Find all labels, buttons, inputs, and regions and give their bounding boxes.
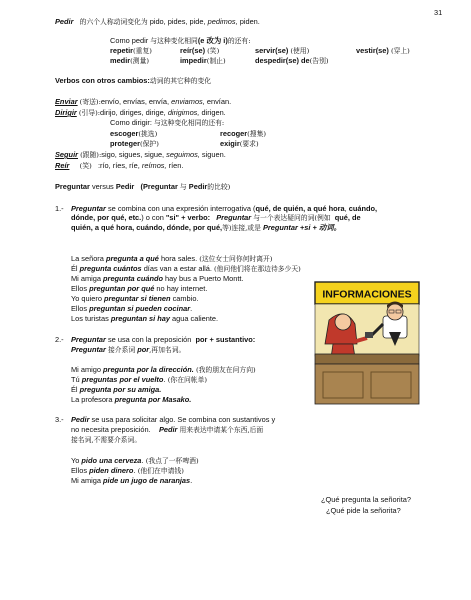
example-bi: preguntas por el vuelto: [81, 375, 164, 384]
section2-number: 2.-: [55, 335, 64, 344]
s1-o-con: ) o con: [141, 213, 164, 222]
example-bi: pido una cerveza: [81, 456, 142, 465]
s1-cuando: cuándo,: [348, 204, 378, 213]
verb-grid-item: [255, 47, 309, 55]
verb-grid2-verb: proteger: [110, 139, 140, 148]
verb-grid-cn: (笑): [207, 47, 220, 55]
example-bi: pregunta a qué: [105, 254, 159, 263]
section2-line2: [71, 346, 185, 354]
section1-line3: [71, 224, 341, 232]
verb-grid-cn: (重复): [133, 47, 152, 55]
como-pedir-cn1: 与这种变化相同: [150, 37, 198, 45]
s2-preguntar: Preguntar: [71, 335, 106, 344]
enviar-forms: envío, envías, envía,: [100, 97, 170, 106]
verb-grid2-item: [220, 130, 266, 138]
s1-text: se combina con una expresión interrogativa (: [107, 204, 256, 213]
example-bi: pregunta cuándo: [103, 274, 163, 283]
reir-forms: :río, ríes, ríe,: [97, 161, 140, 170]
verb-grid-cn: (制止): [206, 57, 226, 65]
como-dirigir-cn: 与这种变化相同的还有:: [153, 119, 225, 127]
pedir-intro: [55, 18, 260, 26]
example-line: [71, 376, 207, 384]
enviar-italic: enviamos,: [171, 97, 205, 106]
example-cn: (这位女士问你何时离开): [199, 255, 273, 263]
pedir-verb: Pedir: [55, 17, 74, 26]
example-bi: preguntan si hay: [110, 314, 170, 323]
example-post: días van a estar allá.: [141, 264, 214, 273]
verb-grid-verb: servir(se): [255, 46, 289, 55]
versus-paren-a: (Preguntar: [140, 182, 178, 191]
example-line: [71, 295, 198, 303]
example-pre: Mi amiga: [71, 274, 104, 283]
section3-line3: [71, 436, 141, 444]
example-cn: .: [190, 477, 193, 485]
verb-grid-verb: despedir(se) de: [255, 56, 310, 65]
s1-formula: Preguntar +si + 动词。: [262, 223, 342, 232]
verb-grid-verb: reír(se): [180, 46, 206, 55]
example-pre: Tú: [71, 375, 82, 384]
example-pre: La profesora: [71, 395, 115, 404]
illustration: [309, 280, 425, 406]
example-pre: Yo quiero: [71, 294, 105, 303]
verb-grid-cn: (使用): [290, 47, 310, 55]
otros-cambios-cn: 动词的其它种的变化: [149, 77, 212, 85]
verb-grid2-item: [110, 140, 159, 148]
versus-heading: [55, 183, 230, 191]
s1-cn2: 等)连接,或是: [222, 224, 261, 232]
verb-grid-item: [180, 47, 219, 55]
example-post: cambio.: [170, 294, 199, 303]
verb-grid2-item: [110, 130, 157, 138]
example-pre: Yo: [71, 456, 82, 465]
example-pre: La señora: [71, 254, 106, 263]
example-bi: preguntan por qué: [89, 284, 155, 293]
como-dirigir-line: [110, 119, 224, 127]
example-bi: pregunta por la dirección.: [103, 365, 194, 374]
dirigir-verb: Dirigir: [55, 108, 77, 117]
pedir-forms-end: piden.: [239, 17, 260, 26]
s1-cn: 与一个表达疑问的词(例如: [253, 214, 331, 222]
reir-cn: (笑): [79, 162, 92, 170]
enviar-cn: (寄送):: [79, 98, 101, 106]
counter-top: [315, 354, 419, 364]
example-line: [71, 386, 161, 394]
enviar-verb: Enviar: [55, 97, 78, 106]
section1-line2: [71, 214, 361, 222]
otros-cambios-heading: [55, 77, 211, 85]
verb-grid-item: [110, 57, 149, 65]
verb-grid-cn: (穿上): [390, 47, 410, 55]
example-pre: Él: [71, 264, 80, 273]
dirigir-forms: dirijo, diriges, dirige,: [100, 108, 166, 117]
versus-paren-b: Pedir: [188, 182, 208, 191]
s3-cn2: 接名词,不需要介系词。: [71, 436, 142, 444]
example-line: [71, 275, 244, 283]
seguir-verb: Seguir: [55, 150, 78, 159]
example-pre: Mi amiga: [71, 476, 104, 485]
example-line: [71, 396, 191, 404]
verb-grid-verb: repetir: [110, 46, 134, 55]
verb-grid2-cn: (保护): [139, 140, 159, 148]
example-pre: Mi amigo: [71, 365, 104, 374]
example-line: [71, 305, 192, 313]
como-pedir-cn2: 的还有:: [227, 37, 251, 45]
example-bi: pregunta por Masako.: [114, 395, 192, 404]
section3-line1: [71, 416, 275, 424]
example-line: [71, 467, 184, 475]
example-bi: preguntan si pueden cocinar: [89, 304, 191, 313]
dirigir-cn: (引导):: [78, 109, 101, 117]
section2-line1: [71, 336, 255, 344]
s3-pedir: Pedir: [71, 415, 90, 424]
example-post: hora sales.: [158, 254, 200, 263]
page-number: 31: [434, 8, 443, 17]
verb-grid2-verb: escoger: [110, 129, 139, 138]
dirigir-line: [55, 109, 226, 117]
s1-comma: ,: [344, 204, 347, 213]
verb-grid2-cn: (挑选): [138, 130, 158, 138]
example-cn: . (我点了一杯啤酒): [141, 457, 199, 465]
seguir-end: siguen.: [201, 150, 226, 159]
s2-formula: por + sustantivo:: [195, 335, 256, 344]
verb-grid2-verb: recoger: [220, 129, 248, 138]
verb-grid2-cn: (搜集): [247, 130, 267, 138]
s2-cn: 接介系词: [107, 346, 136, 354]
sign-text: INFORMACIONES: [322, 288, 412, 301]
s1-si-verbo: "si" + verbo:: [165, 213, 211, 222]
verb-grid-cn: (测量): [130, 57, 150, 65]
como-pedir-line: [110, 37, 251, 45]
reir-line: [55, 162, 183, 170]
verb-grid-verb: medir: [110, 56, 131, 65]
s2-por: por: [137, 345, 150, 354]
example-pre: Los turistas: [71, 314, 111, 323]
example-post: no hay internet.: [154, 284, 208, 293]
example-bi: pregunta por su amiga.: [79, 385, 162, 394]
s3-text: se usa para solicitar algo. Se combina con sustantivos y: [91, 415, 276, 424]
s3-pedir2: Pedir: [158, 425, 178, 434]
otros-cambios-label: Verbos con otros cambios:: [55, 76, 150, 85]
verb-grid2-item: [220, 140, 259, 148]
s1-que-de: qué, de: [334, 213, 361, 222]
reir-italic: reímos,: [141, 161, 167, 170]
example-line: [71, 477, 192, 485]
como-pedir-prefix: Como pedir: [110, 36, 149, 45]
example-cn: (我的朋友在问方向): [193, 366, 256, 374]
verb-grid2-cn: (要求): [239, 140, 259, 148]
s2-preguntar2: Preguntar: [71, 345, 106, 354]
example-bi: preguntar si tienen: [104, 294, 171, 303]
seguir-forms: sigo, sigues, sigue,: [101, 150, 165, 159]
s1-quien: quién, a qué hora, cuándo, dónde, por qué,: [71, 223, 223, 232]
dirigir-end: dirigen.: [201, 108, 226, 117]
example-post: .: [190, 304, 193, 313]
s2-cn2: ,再加名词。: [149, 346, 186, 354]
example-cn: . (你在问帐单): [163, 376, 208, 384]
enviar-end: envían.: [206, 97, 232, 106]
question-2: ¿Qué pide la señorita?: [326, 506, 401, 515]
verb-grid-item: [180, 57, 226, 65]
example-line: [71, 366, 256, 374]
enviar-line: [55, 98, 231, 106]
versus-pedir: Pedir: [115, 182, 135, 191]
s3-text2: no necesita preposición.: [71, 425, 151, 434]
s3-cn: 用来表达申请某个东西,后面: [179, 426, 264, 434]
s1-preguntar2: Preguntar: [216, 213, 252, 222]
example-line: [71, 285, 207, 293]
s1-interrogatives: qué, de quién, a qué hora: [255, 204, 345, 213]
example-pre: Ellos: [71, 304, 90, 313]
verb-grid-item: [110, 47, 152, 55]
versus-preguntar: Preguntar: [55, 182, 90, 191]
pedir-forms-italic: pedimos,: [207, 17, 238, 26]
verb-grid-cn: (告别): [309, 57, 329, 65]
example-pre: Él: [71, 385, 80, 394]
pedir-cn: 的六个人称动词变化为: [79, 18, 148, 26]
seguir-cn: (跟随):: [80, 151, 102, 159]
como-dirigir-prefix: Como dirigir:: [110, 118, 152, 127]
verb-grid-verb: vestir(se): [356, 46, 389, 55]
s2-text: se usa con la preposición: [107, 335, 192, 344]
versus-word: versus: [91, 182, 114, 191]
verb-grid-item: [255, 57, 329, 65]
example-post: agua caliente.: [170, 314, 219, 323]
reir-end: ríen.: [168, 161, 184, 170]
example-bi: pide un jugo de naranjas: [103, 476, 191, 485]
seguir-italic: seguimos,: [166, 150, 200, 159]
example-line: [71, 265, 301, 273]
dirigir-italic: dirigimos,: [167, 108, 200, 117]
section3-line2: [71, 426, 263, 434]
example-post: hay bus a Puerto Montt.: [163, 274, 244, 283]
verb-grid2-verb: exigir: [220, 139, 240, 148]
versus-cn1: 与: [179, 183, 187, 191]
example-pre: Ellos: [71, 284, 90, 293]
question-1: ¿Qué pregunta la señorita?: [321, 495, 411, 504]
versus-cn2: 的比较): [207, 183, 231, 191]
verb-grid-item: [356, 47, 410, 55]
seguir-line: [55, 151, 226, 159]
example-bi: piden dinero: [89, 466, 134, 475]
example-bi: pregunta cuántos: [79, 264, 142, 273]
section3-number: 3.-: [55, 415, 64, 424]
s1-preguntar: Preguntar: [71, 204, 106, 213]
example-line: [71, 315, 218, 323]
reir-verb: Reír: [55, 161, 70, 170]
example-cn: (他问他们将在那边待多少天): [213, 265, 301, 273]
example-pre: Ellos: [71, 466, 90, 475]
verb-grid-verb: impedir: [180, 56, 207, 65]
example-line: [71, 255, 272, 263]
como-pedir-rule: (e 改为 i): [197, 36, 228, 45]
section1-number: 1.-: [55, 204, 64, 213]
s1-donde: dónde, por qué, etc.: [71, 213, 142, 222]
pedir-forms: pido, pides, pide,: [149, 17, 206, 26]
information-desk-illustration: [309, 280, 425, 406]
example-cn: . (他们在申请钱): [133, 467, 184, 475]
example-line: [71, 457, 199, 465]
